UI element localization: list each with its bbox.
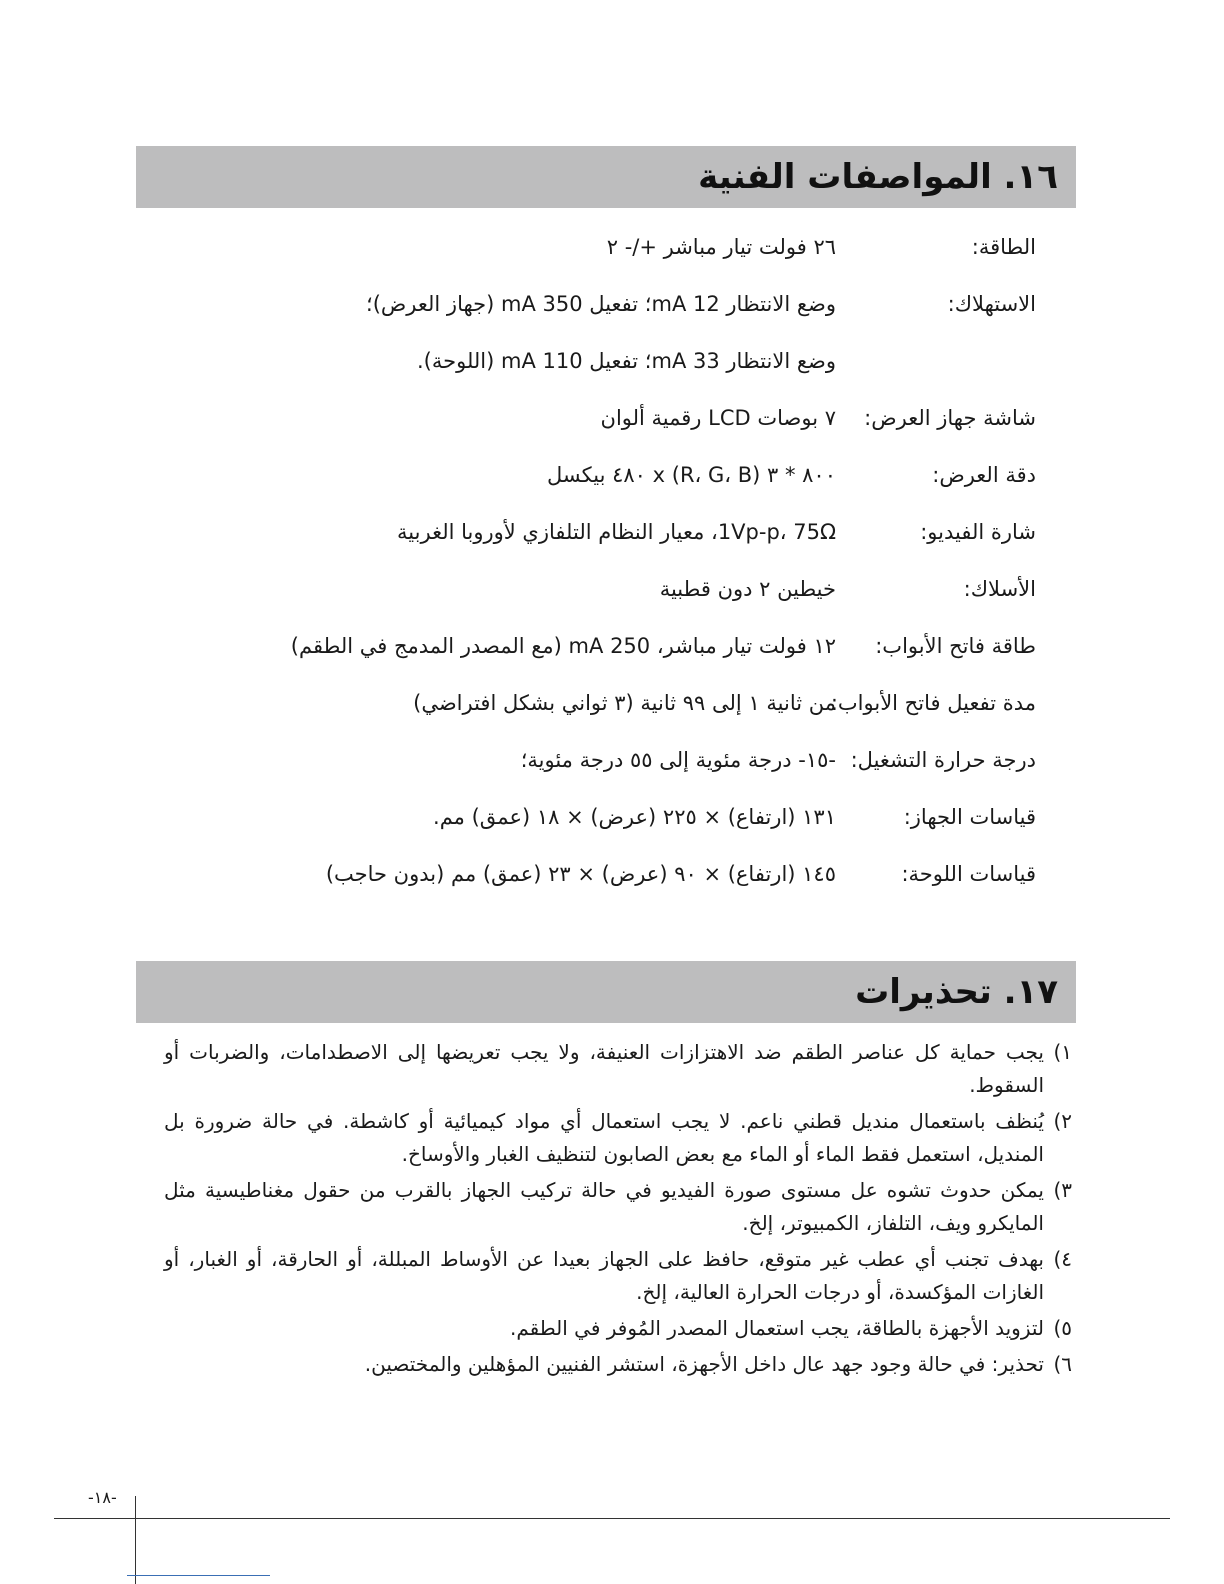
spec-value: ٢٦ فولت تيار مباشر +/- ٢	[606, 235, 836, 259]
warning-text: لتزويد الأجهزة بالطاقة، يجب استعمال المصدر المُوفر في الطقم.	[509, 1316, 1044, 1340]
spec-value: وضع الانتظار 12 mA؛ تفعيل 350 mA (جهاز العرض)؛	[366, 292, 836, 316]
spec-row-consumption-panel	[136, 341, 1036, 381]
spec-value: -١٥- درجة مئوية إلى ٥٥ درجة مئوية؛	[520, 748, 836, 772]
spec-label: قياسات اللوحة:	[901, 862, 1036, 886]
specs-section-title: ١٦. المواصفات الفنية	[698, 157, 1058, 197]
spec-label: قياسات الجهاز:	[903, 805, 1036, 829]
spec-value: ١٢ فولت تيار مباشر، 250 mA (مع المصدر المدمج في الطقم)	[290, 634, 836, 658]
spec-label: شارة الفيديو:	[920, 520, 1036, 544]
spec-row-video-signal	[136, 512, 1036, 552]
warning-text: يُنظف باستعمال منديل قطني ناعم. لا يجب استعمال أي مواد كيميائية أو كاشطة. في حالة ضرورة بل المنديل، استعمل فقط الماء أو الماء مع بعض الصابون لتنظيف الغبار والأوساخ.	[164, 1109, 1044, 1166]
spec-row-consumption	[136, 284, 1036, 324]
warning-item	[164, 1036, 1072, 1102]
spec-row-power	[136, 227, 1036, 267]
specs-section-header	[136, 146, 1076, 208]
spec-value: ٧ بوصات LCD رقمية ألوان	[600, 406, 836, 430]
spec-row-device-dimensions	[136, 797, 1036, 837]
footer-accent-rule	[127, 1575, 270, 1576]
warning-item	[164, 1105, 1072, 1171]
warnings-section-title: ١٧. تحذيرات	[855, 972, 1058, 1012]
spec-label: الاستهلاك:	[947, 292, 1036, 316]
warning-number: ٣)	[1053, 1178, 1072, 1202]
spec-value: خيطين ٢ دون قطبية	[659, 577, 836, 601]
warning-number: ٢)	[1053, 1109, 1072, 1133]
warning-number: ١)	[1053, 1040, 1072, 1064]
spec-label: طاقة فاتح الأبواب:	[875, 634, 1036, 658]
warnings-section-header	[136, 961, 1076, 1023]
footer-horizontal-rule	[54, 1518, 1170, 1519]
spec-label: الطاقة:	[971, 235, 1036, 259]
spec-value: وضع الانتظار 33 mA؛ تفعيل 110 mA (اللوحة).	[416, 349, 836, 373]
warnings-list	[164, 1036, 1072, 1384]
warning-text: يجب حماية كل عناصر الطقم ضد الاهتزازات العنيفة، ولا يجب تعريضها إلى الاصطدامات، والضربات أو السقوط.	[164, 1040, 1044, 1097]
spec-label: درجة حرارة التشغيل:	[850, 748, 1036, 772]
warning-text: بهدف تجنب أي عطب غير متوقع، حافظ على الجهاز بعيدا عن الأوساط المبللة، أو الحارقة، أو الغبار، أو الغازات المؤكسدة، أو درجات الحرارة العالية، إلخ.	[164, 1247, 1044, 1304]
spec-label: شاشة جهاز العرض:	[864, 406, 1036, 430]
spec-value: ٨٠٠ * ٣ (R، G، B) x ٤٨٠ بيكسل	[547, 463, 836, 487]
warning-item	[164, 1174, 1072, 1240]
spec-value: 1Vp-p، 75Ω، معيار النظام التلفازي لأوروبا الغربية	[397, 520, 836, 544]
spec-row-display-screen	[136, 398, 1036, 438]
spec-row-resolution	[136, 455, 1036, 495]
spec-row-panel-dimensions	[136, 854, 1036, 894]
spec-value: ١٣١ (ارتفاع) × ٢٢٥ (عرض) × ١٨ (عمق) مم.	[433, 805, 836, 829]
warning-number: ٤)	[1053, 1247, 1072, 1271]
spec-label: الأسلاك:	[963, 577, 1036, 601]
warning-number: ٦)	[1053, 1352, 1072, 1376]
warning-text: يمكن حدوث تشوه عل مستوى صورة الفيديو في حالة تركيب الجهاز بالقرب من حقول مغناطيسية مثل المايكرو ويف، التلفاز، الكمبيوتر، إلخ.	[164, 1178, 1044, 1235]
spec-row-door-opener-power	[136, 626, 1036, 666]
spec-row-door-opener-duration	[136, 683, 1036, 723]
spec-row-operating-temperature	[136, 740, 1036, 780]
spec-value: من ثانية ١ إلى ٩٩ ثانية (٣ ثواني بشكل افتراضي)	[413, 691, 836, 715]
warning-item	[164, 1312, 1072, 1345]
footer-vertical-rule	[135, 1496, 136, 1584]
spec-label: دقة العرض:	[932, 463, 1036, 487]
spec-label: مدة تفعيل فاتح الأبواب:	[830, 691, 1036, 715]
warning-number: ٥)	[1053, 1316, 1072, 1340]
spec-row-wiring	[136, 569, 1036, 609]
warning-item	[164, 1348, 1072, 1381]
page-number: -١٨-	[88, 1488, 117, 1507]
warning-item	[164, 1243, 1072, 1309]
warning-text: تحذير: في حالة وجود جهد عال داخل الأجهزة، استشر الفنيين المؤهلين والمختصين.	[364, 1352, 1044, 1376]
spec-value: ١٤٥ (ارتفاع) × ٩٠ (عرض) × ٢٣ (عمق) مم (بدون حاجب)	[325, 862, 836, 886]
